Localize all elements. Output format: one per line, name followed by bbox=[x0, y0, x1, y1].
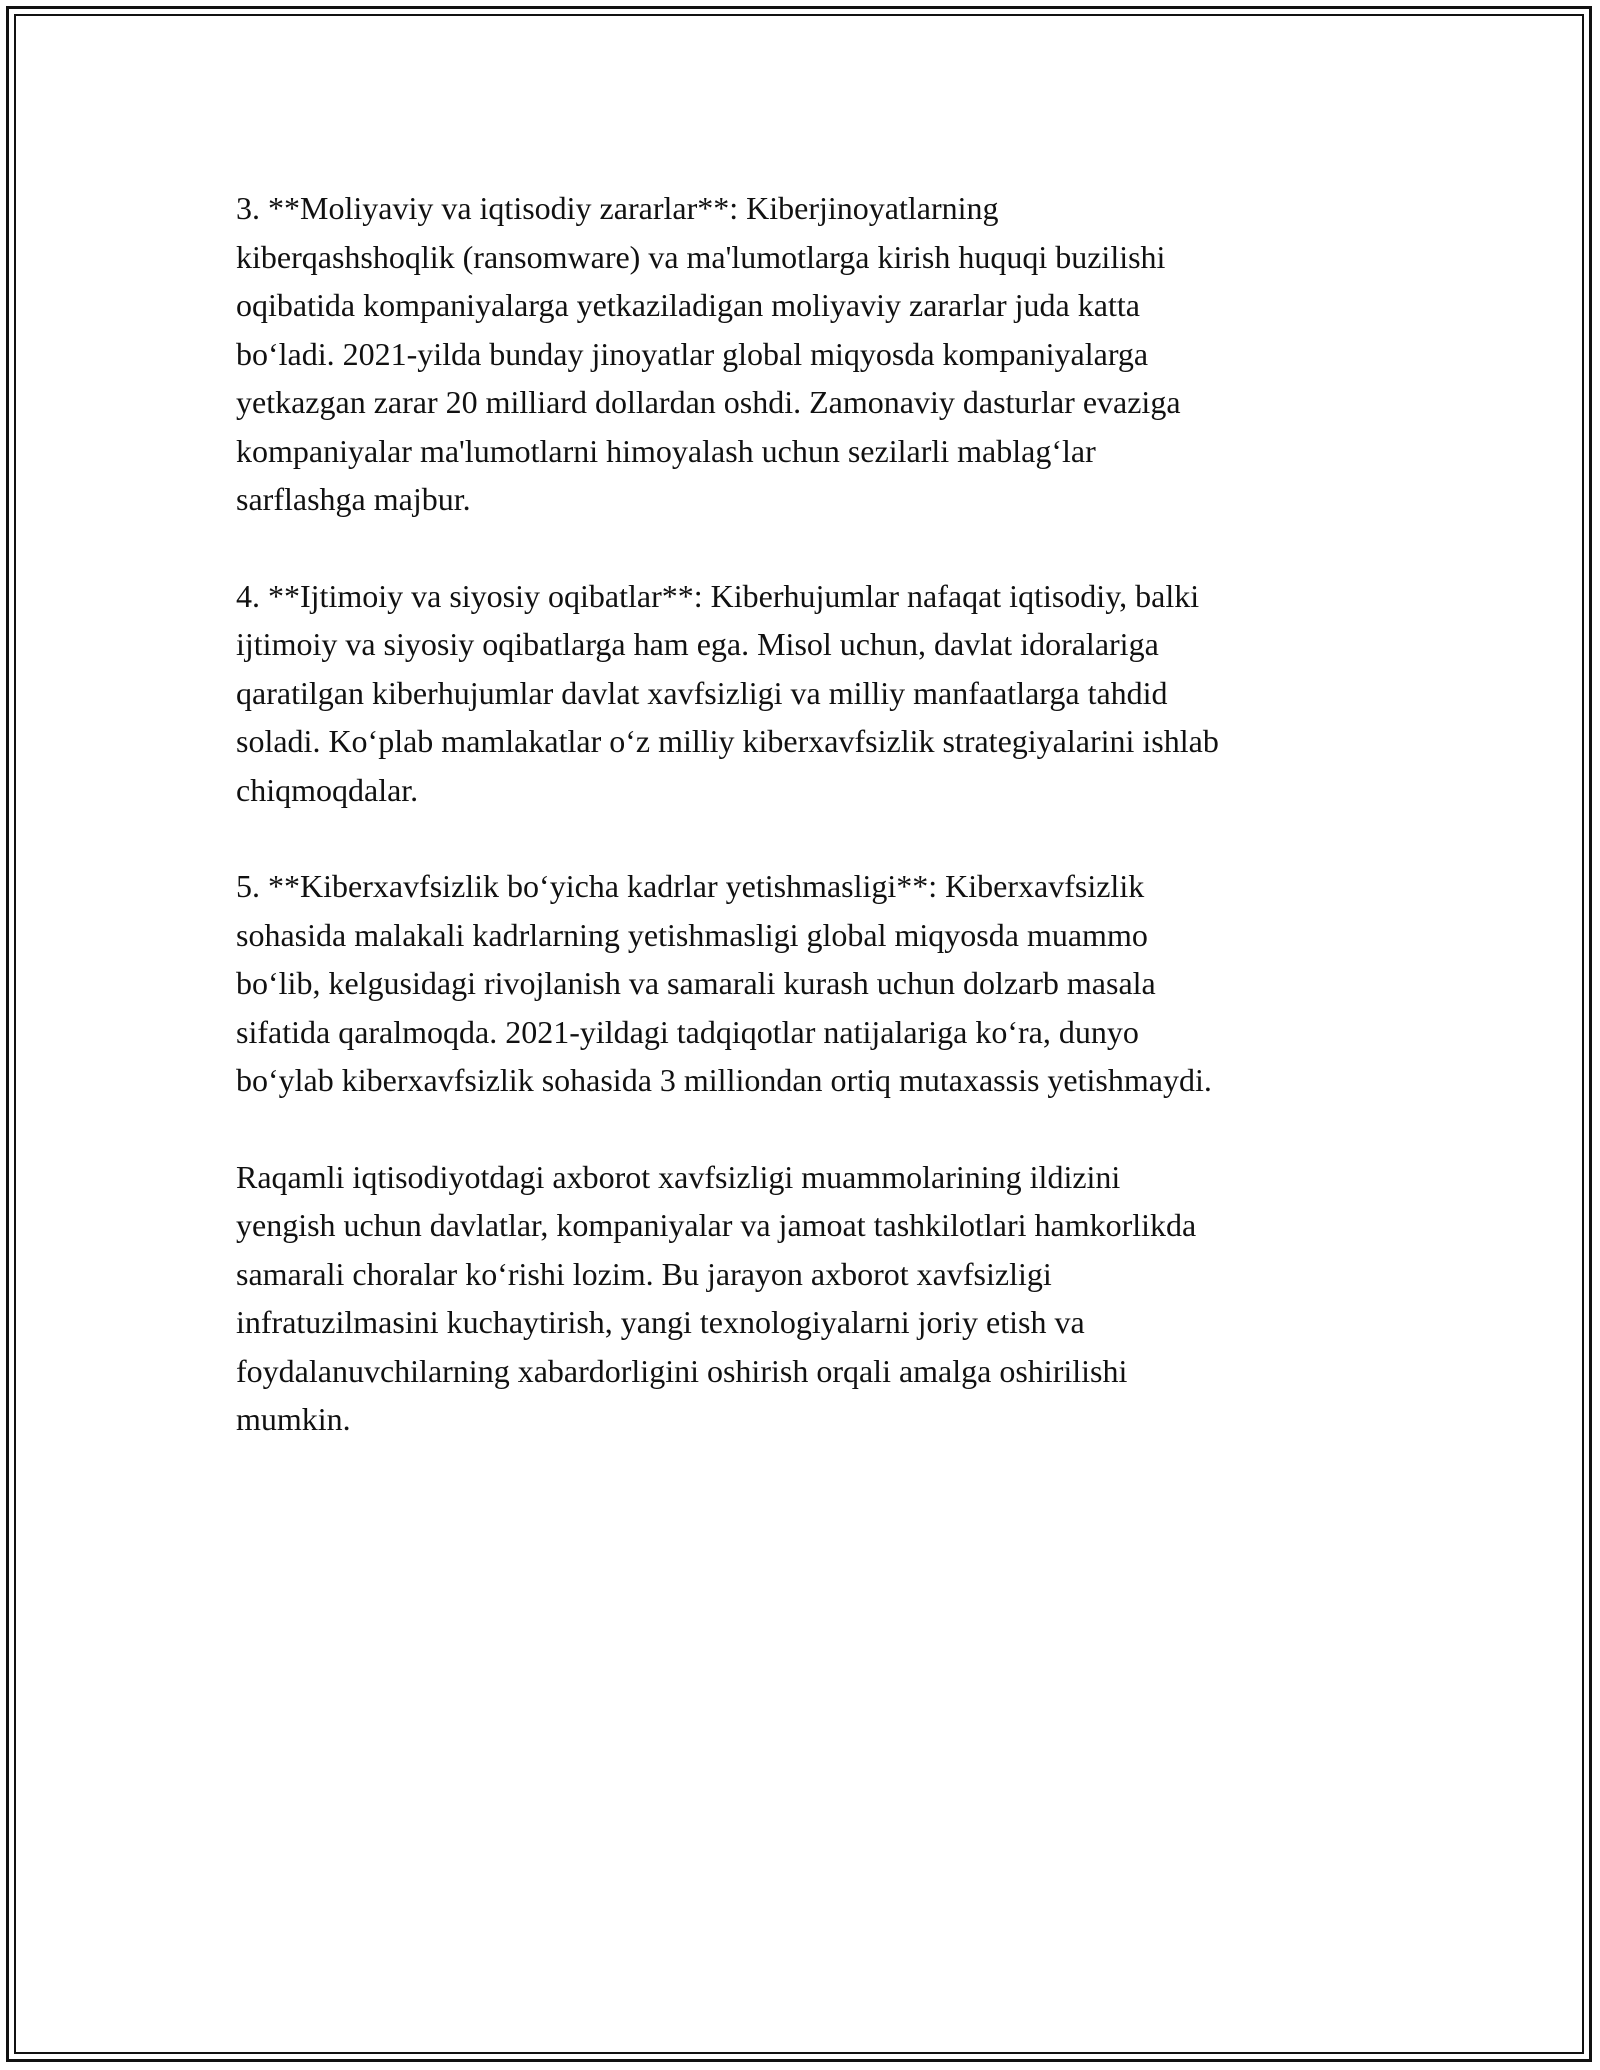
paragraph-staff-shortage: 5. **Kiberxavfsizlik bo‘yicha kadrlar yetishmasligi**: Kiberxavfsizlik sohasida malakali kadrlarning yetishmasligi global miqyosda muammo bo‘lib, kelgusidagi rivojlanish va samarali kurash uchun dolzarb masala sifatida qaralmoqda. 2021-yildagi tadqiqotlar natijalariga ko‘ra, dunyo bo‘ylab kiberxavfsizlik sohasida 3 milliondan ortiq mutaxassis yetishmaydi. bbox=[236, 868, 1212, 1098]
paragraph-financial-losses: 3. **Moliyaviy va iqtisodiy zararlar**: Kiberjinoyatlarning kiberqashshoqlik (ransomware) va ma'lumotlarga kirish huquqi buzilishi oqibatida kompaniyalarga yetkaziladigan moliyaviy zararlar juda katta bo‘ladi. 2021-yilda bunday jinoyatlar global miqyosda kompaniyalarga yetkazgan zarar 20 milliard dollardan oshdi. Zamonaviy dasturlar evaziga kompaniyalar ma'lumotlarni himoyalash uchun sezilarli mablag‘lar sarflashga majbur. bbox=[236, 190, 1181, 517]
paragraph-conclusion: Raqamli iqtisodiyotdagi axborot xavfsizligi muammolarining ildizini yengish uchun davlatlar, kompaniyalar va jamoat tashkilotlari hamkorlikda samarali choralar ko‘rishi lozim. Bu jarayon axborot xavfsizligi infratuzilmasini kuchaytirish, yangi texnologiyalarni joriy etish va foydalanuvchilarning xabardorligini oshirish orqali amalga oshirilishi mumkin. bbox=[236, 1158, 1197, 1437]
paragraph-social-political-consequences: 4. **Ijtimoiy va siyosiy oqibatlar**: Kiberhujumlar nafaqat iqtisodiy, balki ijtimoiy va siyosiy oqibatlarga ham ega. Misol uchun, davlat idoralariga qaratilgan kiberhujumlar davlat xavfsizligi va milliy manfaatlarga tahdid soladi. Ko‘plab mamlakatlar o‘z milliy kiberxavfsizlik strategiyalarini ishlab chiqmoqdalar. bbox=[236, 577, 1219, 808]
document-body bbox=[236, 184, 1376, 1492]
